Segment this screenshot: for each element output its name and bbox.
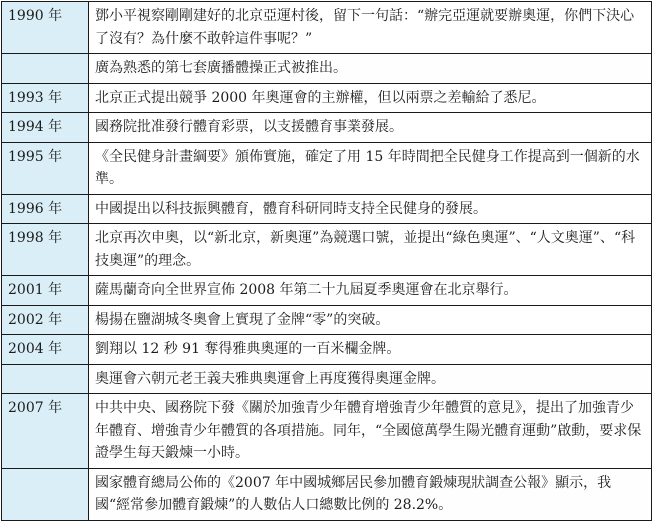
year-cell: 1998 年 bbox=[2, 224, 89, 276]
year-cell: 2002 年 bbox=[2, 305, 89, 335]
table-row bbox=[2, 276, 652, 306]
table-row bbox=[2, 194, 652, 224]
event-cell: 中共中央、國務院下發《關於加強青少年體育增強青少年體質的意見》，提出了加強青少年體育、增強青少年體質的各項措施。同年，“全國億萬學生陽光體育運動”啟動，要求保證學生每天鍛煉一小時。 bbox=[89, 394, 652, 469]
table-row bbox=[2, 305, 652, 335]
table-row bbox=[2, 142, 652, 194]
event-cell: 楊揚在鹽湖城冬奧會上實現了金牌“零”的突破。 bbox=[89, 305, 652, 335]
event-cell: 奧運會六朝元老王義夫雅典奧運會上再度獲得奧運金牌。 bbox=[89, 364, 652, 394]
event-cell: 中國提出以科技振興體育，體育科研同時支持全民健身的發展。 bbox=[89, 194, 652, 224]
year-cell: 2001 年 bbox=[2, 276, 89, 306]
event-cell: 國家體育總局公佈的《2007 年中國城鄉居民參加體育鍛煉現狀調查公報》顯示，我國“經常參加體育鍛煉”的人數佔人口總數比例的 28.2%。 bbox=[89, 468, 652, 520]
table-row bbox=[2, 224, 652, 276]
event-cell: 薩馬蘭奇向全世界宣佈 2008 年第二十九屆夏季奧運會在北京舉行。 bbox=[89, 276, 652, 306]
event-cell: 《全民健身計畫綱要》頒佈實施，確定了用 15 年時間把全民健身工作提高到一個新的水準。 bbox=[89, 142, 652, 194]
year-cell: 2007 年 bbox=[2, 394, 89, 469]
year-cell: 1994 年 bbox=[2, 113, 89, 143]
event-cell: 廣為熟悉的第七套廣播體操正式被推出。 bbox=[89, 54, 652, 84]
year-cell bbox=[2, 54, 89, 84]
event-cell: 國務院批准發行體育彩票，以支援體育事業發展。 bbox=[89, 113, 652, 143]
table-row bbox=[2, 2, 652, 54]
event-cell: 北京正式提出競爭 2000 年奧運會的主辦權，但以兩票之差輸給了悉尼。 bbox=[89, 83, 652, 113]
table-row bbox=[2, 394, 652, 469]
table-row bbox=[2, 364, 652, 394]
table-row bbox=[2, 335, 652, 365]
table-row bbox=[2, 113, 652, 143]
table-row bbox=[2, 468, 652, 520]
timeline-body bbox=[2, 2, 652, 521]
timeline-table bbox=[1, 1, 652, 521]
year-cell bbox=[2, 468, 89, 520]
year-cell: 2004 年 bbox=[2, 335, 89, 365]
event-cell: 鄧小平視察剛剛建好的北京亞運村後，留下一句話：“辦完亞運就要辦奧運，你們下決心了沒有？為什麼不敢幹這件事呢？” bbox=[89, 2, 652, 54]
year-cell: 1993 年 bbox=[2, 83, 89, 113]
year-cell: 1990 年 bbox=[2, 2, 89, 54]
table-row bbox=[2, 54, 652, 84]
table-row bbox=[2, 83, 652, 113]
event-cell: 劉翔以 12 秒 91 奪得雅典奧運的一百米欄金牌。 bbox=[89, 335, 652, 365]
year-cell bbox=[2, 364, 89, 394]
year-cell: 1995 年 bbox=[2, 142, 89, 194]
event-cell: 北京再次申奧，以“新北京，新奧運”為競選口號，並提出“綠色奧運”、“人文奧運”、“科技奧運”的理念。 bbox=[89, 224, 652, 276]
year-cell: 1996 年 bbox=[2, 194, 89, 224]
